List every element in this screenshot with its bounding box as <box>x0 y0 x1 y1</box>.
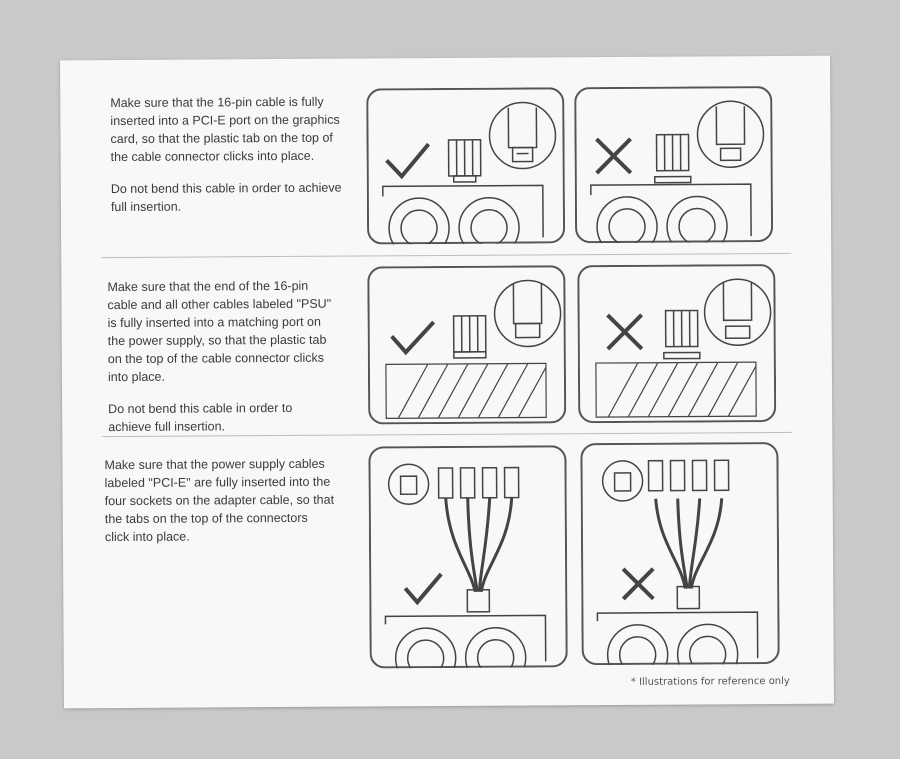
illustration-correct-gpu-insertion <box>366 87 565 244</box>
cross-icon <box>597 139 631 173</box>
illustration-correct-adapter-insertion <box>368 445 567 668</box>
section-3-text <box>104 455 365 547</box>
illustration-correct-psu-insertion <box>367 265 566 424</box>
check-icon <box>387 144 429 176</box>
section-2-paragraph-1: Make sure that the end of the 16-pin cable and all other cables labeled "PSU" is fully inserted into a matching port on the power supply, so that the plastic tab on the top of the cable connector clicks into place. <box>107 278 332 385</box>
footnote: * Illustrations for reference only <box>630 675 790 688</box>
section-1-text <box>110 93 361 217</box>
section-2-text <box>107 277 358 437</box>
section-2-paragraph-2: Do not bend this cable in order to achieve full insertion. <box>108 400 293 435</box>
illustration-incorrect-adapter-insertion <box>580 442 779 665</box>
check-icon <box>392 322 434 352</box>
illustration-incorrect-psu-insertion <box>577 264 776 423</box>
section-3-paragraph-1: Make sure that the power supply cables labeled "PCI-E" are fully inserted into the four sockets on the adapter cable, so that the tabs on the top of the connectors click into place. <box>104 456 335 545</box>
illustration-incorrect-gpu-insertion <box>574 86 773 243</box>
cross-icon <box>608 315 642 349</box>
instruction-sheet <box>60 56 834 709</box>
section-1-paragraph-2: Do not bend this cable in order to achieve full insertion. <box>110 180 342 215</box>
cross-icon <box>623 569 653 599</box>
section-1-paragraph-1: Make sure that the 16-pin cable is fully inserted into a PCI-E port on the graphics card, so that the plastic tab on the top of the cable connector clicks into place. <box>110 94 340 165</box>
check-icon <box>405 574 441 602</box>
section-divider-1 <box>101 253 791 258</box>
